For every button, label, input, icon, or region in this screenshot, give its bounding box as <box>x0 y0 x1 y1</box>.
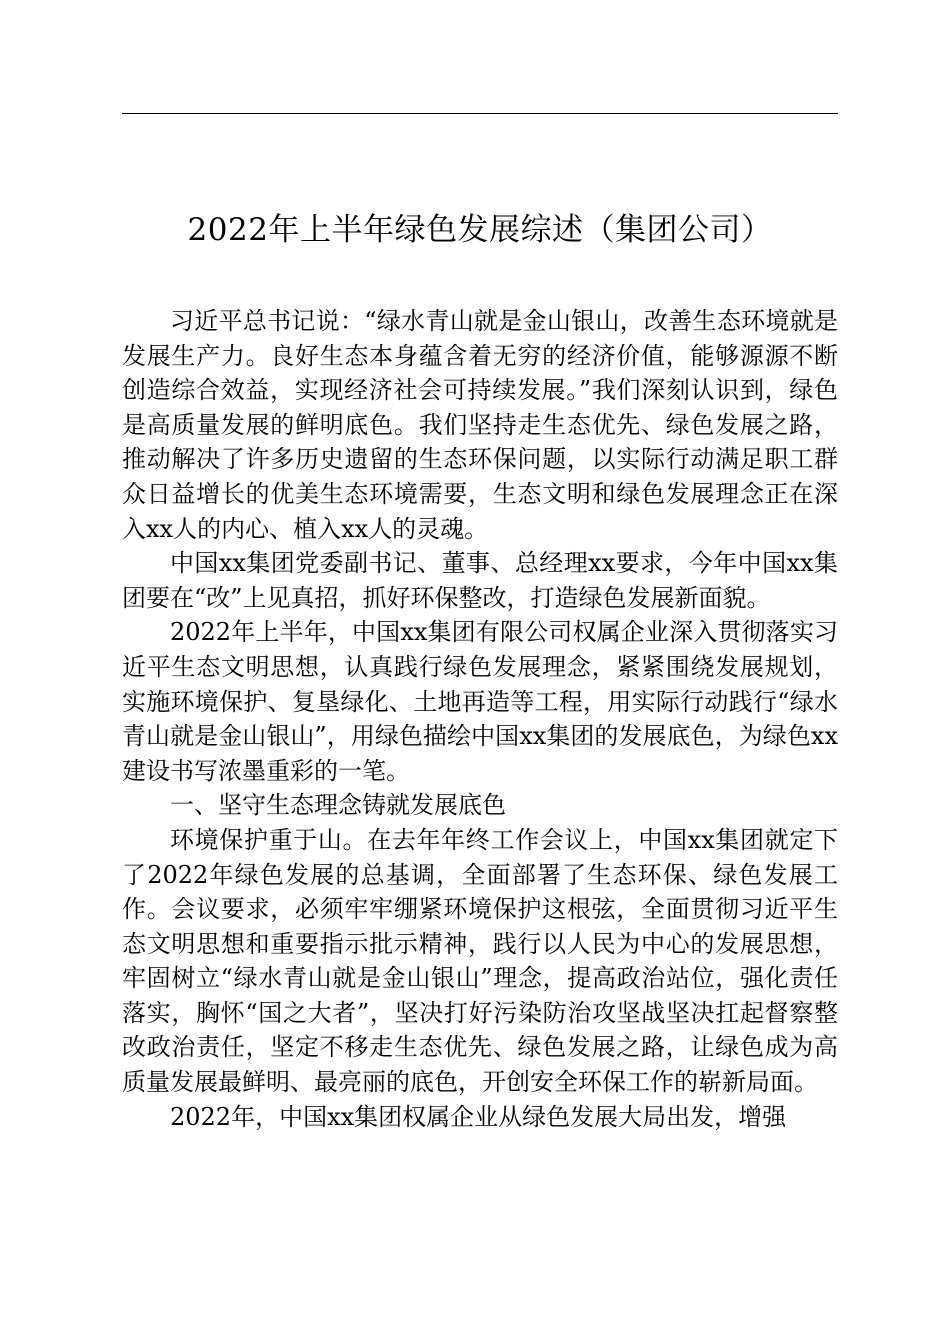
paragraph-general-manager-requirement: 中国xx集团党委副书记、董事、总经理xx要求，今年中国xx集团要在“改”上见真招，抓好环保整改，打造绿色发展新面貌。 <box>122 549 838 612</box>
paragraph-intro-quote: 习近平总书记说：“绿水青山就是金山银山，改善生态环境就是发展生产力。良好生态本身蕴含着无穷的经济价值，能够源源不断创造综合效益，实现经济社会可持续发展。”我们深刻认识到，绿色是高质量发展的鲜明底色。我们坚持走生态优先、绿色发展之路，推动解决了许多历史遗留的生态环保问题，以实际行动满足职工群众日益增长的优美生态环境需要，生态文明和绿色发展理念正在深入xx人的内心、植入xx人的灵魂。 <box>122 307 838 543</box>
paragraph-first-half-summary: 2022年上半年，中国xx集团有限公司权属企业深入贯彻落实习近平生态文明思想，认真践行绿色发展理念，紧紧围绕发展规划，实施环境保护、复垦绿化、土地再造等工程，用实际行动践行“绿水青山就是金山银山”，用绿色描绘中国xx集团的发展底色，为绿色xx建设书写浓墨重彩的一笔。 <box>122 618 838 785</box>
paragraph-2022-overview: 2022年，中国xx集团权属企业从绿色发展大局出发，增强 <box>170 1102 787 1131</box>
document-body <box>122 304 838 1134</box>
paragraph-environmental-protection: 环境保护重于山。在去年年终工作会议上，中国xx集团就定下了2022年绿色发展的总基调，全面部署了生态环保、绿色发展工作。会议要求，必须牢牢绷紧环境保护这根弦，全面贯彻习近平生态文明思想和重要指示批示精神，践行以人民为中心的发展思想，牢固树立“绿水青山就是金山银山”理念，提高政治站位，强化责任落实，胸怀“国之大者”，坚决打好污染防治攻坚战坚决扛起督察整改政治责任，坚定不移走生态优先、绿色发展之路，让绿色成为高质量发展最鲜明、最亮丽的底色，开创安全环保工作的崭新局面。 <box>122 825 838 1097</box>
section-heading-1: 一、坚守生态理念铸就发展底色 <box>170 791 506 820</box>
document-title: 2022年上半年绿色发展综述（集团公司） <box>187 212 773 248</box>
header-rule <box>122 113 838 114</box>
